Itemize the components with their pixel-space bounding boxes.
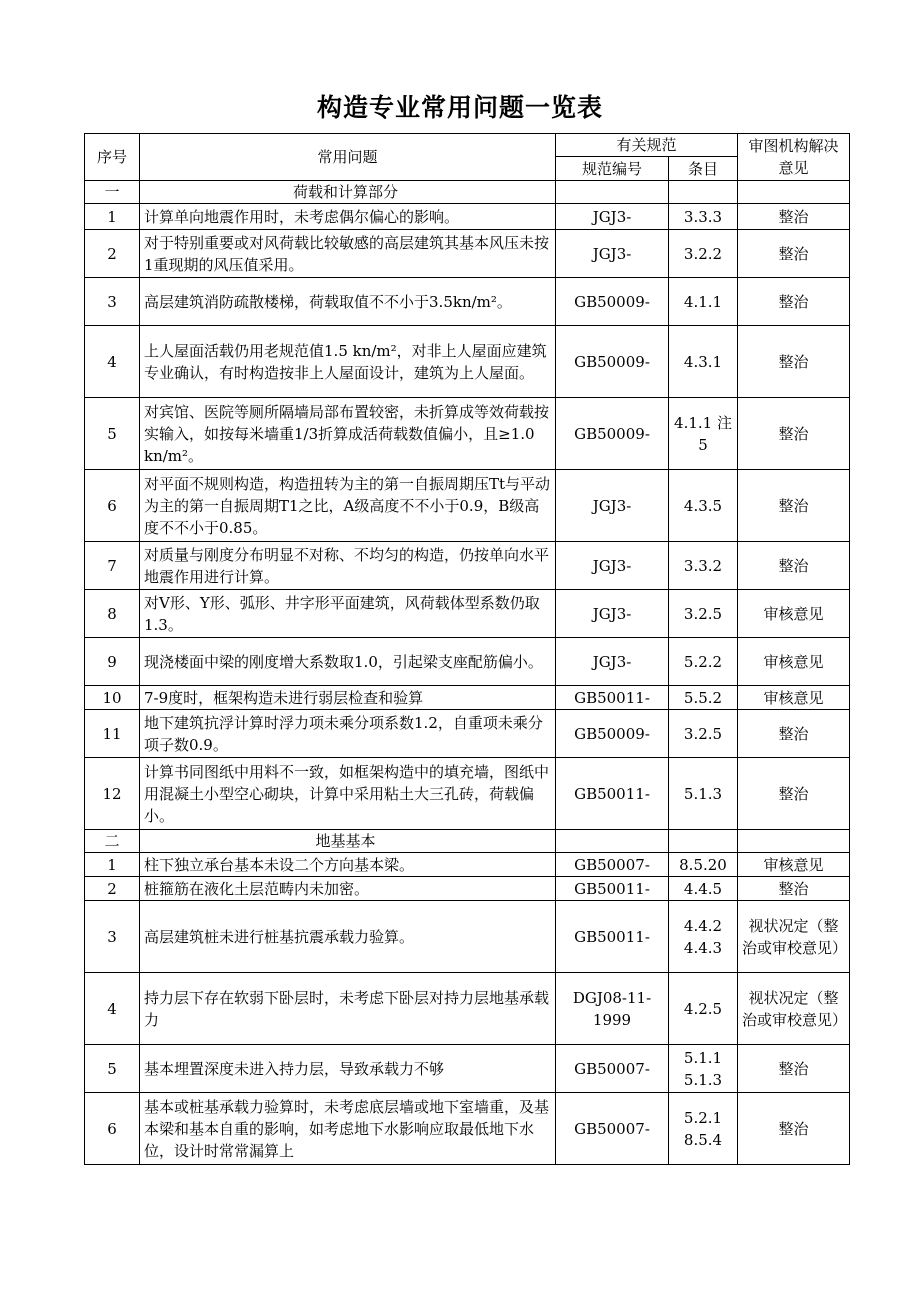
- row-opinion: 整治: [738, 470, 850, 542]
- row-spec-no: JGJ3-: [556, 204, 669, 230]
- row-seq: 5: [85, 1045, 140, 1093]
- row-clause: 5.1.3: [669, 758, 738, 830]
- row-seq: 3: [85, 278, 140, 326]
- table-body: [85, 181, 850, 1165]
- row-clause: 5.2.1 8.5.4: [669, 1093, 738, 1165]
- section-empty-cell: [669, 830, 738, 853]
- row-issue: 桩箍筋在液化土层范畴内未加密。: [140, 877, 556, 901]
- row-issue: 对V形、Y形、弧形、井字形平面建筑，风荷载体型系数仍取1.3。: [140, 590, 556, 638]
- row-spec-no: JGJ3-: [556, 470, 669, 542]
- row-opinion: 视状况定（整治或审校意见）: [738, 973, 850, 1045]
- row-issue: 对质量与刚度分布明显不对称、不均匀的构造，仍按单向水平地震作用进行计算。: [140, 542, 556, 590]
- row-spec-no: GB50007-: [556, 853, 669, 877]
- row-issue: 高层建筑消防疏散楼梯，荷载取值不不小于3.5kn/m²。: [140, 278, 556, 326]
- row-issue: 高层建筑桩未进行桩基抗震承载力验算。: [140, 901, 556, 973]
- table-row: [85, 710, 850, 758]
- row-seq: 4: [85, 326, 140, 398]
- header-opinion: 审图机构解决意见: [738, 134, 850, 181]
- row-seq: 5: [85, 398, 140, 470]
- row-issue: 持力层下存在软弱下卧层时，未考虑下卧层对持力层地基承载力: [140, 973, 556, 1045]
- row-clause: 8.5.20: [669, 853, 738, 877]
- row-issue: 现浇楼面中梁的刚度增大系数取1.0，引起梁支座配筋偏小。: [140, 638, 556, 686]
- row-clause: 5.1.1 5.1.3: [669, 1045, 738, 1093]
- table-row: [85, 278, 850, 326]
- row-spec-no: GB50009-: [556, 710, 669, 758]
- section-empty-cell: [738, 830, 850, 853]
- row-spec-no: DGJ08-11-1999: [556, 973, 669, 1045]
- row-opinion: 审核意见: [738, 853, 850, 877]
- row-opinion: 整治: [738, 398, 850, 470]
- section-empty-cell: [556, 830, 669, 853]
- row-seq: 7: [85, 542, 140, 590]
- row-seq: 1: [85, 853, 140, 877]
- issues-table: [84, 133, 850, 1165]
- row-issue: 对宾馆、医院等厕所隔墙局部布置较密，未折算成等效荷载按实输入，如按每米墙重1/3折算成活荷载数值偏小，且≥1.0 kn/m²。: [140, 398, 556, 470]
- row-seq: 9: [85, 638, 140, 686]
- table-row: [85, 758, 850, 830]
- row-seq: 6: [85, 470, 140, 542]
- row-opinion: 整治: [738, 1045, 850, 1093]
- row-seq: 12: [85, 758, 140, 830]
- row-opinion: 整治: [738, 877, 850, 901]
- row-clause: 4.3.1: [669, 326, 738, 398]
- table-row: [85, 853, 850, 877]
- row-spec-no: GB50007-: [556, 1093, 669, 1165]
- row-clause: 3.3.2: [669, 542, 738, 590]
- row-spec-no: JGJ3-: [556, 638, 669, 686]
- section-empty-cell: [738, 181, 850, 204]
- row-issue: 计算书同图纸中用料不一致，如框架构造中的填充墙，图纸中用混凝土小型空心砌块，计算中采用粘土大三孔砖，荷载偏小。: [140, 758, 556, 830]
- row-issue: 基本或桩基承载力验算时，未考虑底层墙或地下室墙重，及基本梁和基本自重的影响，如考虑地下水影响应取最低地下水位，设计时常常漏算上: [140, 1093, 556, 1165]
- page-title: 构造专业常用问题一览表: [316, 93, 603, 122]
- row-spec-no: GB50009-: [556, 326, 669, 398]
- row-spec-no: GB50007-: [556, 1045, 669, 1093]
- row-issue: 上人屋面活载仍用老规范值1.5 kn/m²，对非上人屋面应建筑专业确认，有时构造按非上人屋面设计，建筑为上人屋面。: [140, 326, 556, 398]
- row-issue: 柱下独立承台基本未设二个方向基本梁。: [140, 853, 556, 877]
- row-spec-no: GB50011-: [556, 901, 669, 973]
- section-seq: 二: [85, 830, 140, 853]
- row-opinion: 整治: [738, 326, 850, 398]
- table-row: [85, 638, 850, 686]
- row-issue: 7-9度时，框架构造未进行弱层检查和验算: [140, 686, 556, 710]
- table-row: [85, 877, 850, 901]
- row-clause: 3.2.5: [669, 710, 738, 758]
- table-row: [85, 901, 850, 973]
- row-spec-no: JGJ3-: [556, 230, 669, 278]
- row-seq: 1: [85, 204, 140, 230]
- row-seq: 4: [85, 973, 140, 1045]
- header-seq: 序号: [85, 134, 140, 181]
- row-seq: 8: [85, 590, 140, 638]
- section-title: 荷载和计算部分: [140, 181, 556, 204]
- row-clause: 4.4.5: [669, 877, 738, 901]
- row-seq: 11: [85, 710, 140, 758]
- row-clause: 3.2.2: [669, 230, 738, 278]
- section-title: 地基基本: [140, 830, 556, 853]
- section-empty-cell: [669, 181, 738, 204]
- row-clause: 3.3.3: [669, 204, 738, 230]
- row-opinion: 视状况定（整治或审校意见）: [738, 901, 850, 973]
- table-row: [85, 590, 850, 638]
- row-spec-no: GB50011-: [556, 758, 669, 830]
- row-opinion: 整治: [738, 278, 850, 326]
- row-clause: 5.2.2: [669, 638, 738, 686]
- table-row: [85, 204, 850, 230]
- table-row: [85, 230, 850, 278]
- table-row: [85, 1045, 850, 1093]
- row-spec-no: JGJ3-: [556, 590, 669, 638]
- section-row: [85, 830, 850, 853]
- row-clause: 5.5.2: [669, 686, 738, 710]
- row-opinion: 整治: [738, 758, 850, 830]
- row-spec-no: GB50009-: [556, 398, 669, 470]
- row-clause: 4.1.1: [669, 278, 738, 326]
- table-row: [85, 973, 850, 1045]
- row-opinion: 整治: [738, 230, 850, 278]
- row-issue: 对平面不规则构造，构造扭转为主的第一自振周期压Tt与平动为主的第一自振周期T1之比，A级高度不不小于0.9，B级高度不不小于0.85。: [140, 470, 556, 542]
- section-seq: 一: [85, 181, 140, 204]
- row-clause: 4.4.2 4.4.3: [669, 901, 738, 973]
- row-clause: 4.2.5: [669, 973, 738, 1045]
- row-seq: 6: [85, 1093, 140, 1165]
- table-row: [85, 326, 850, 398]
- table-row: [85, 1093, 850, 1165]
- row-opinion: 整治: [738, 204, 850, 230]
- table-row: [85, 686, 850, 710]
- row-issue: 计算单向地震作用时，未考虑偶尔偏心的影响。: [140, 204, 556, 230]
- row-opinion: 审核意见: [738, 638, 850, 686]
- section-empty-cell: [556, 181, 669, 204]
- row-spec-no: GB50011-: [556, 877, 669, 901]
- table-row: [85, 542, 850, 590]
- row-seq: 3: [85, 901, 140, 973]
- table-row: [85, 470, 850, 542]
- row-clause: 3.2.5: [669, 590, 738, 638]
- row-spec-no: GB50011-: [556, 686, 669, 710]
- row-seq: 2: [85, 230, 140, 278]
- row-spec-no: GB50009-: [556, 278, 669, 326]
- row-spec-no: JGJ3-: [556, 542, 669, 590]
- header-spec-group: 有关规范: [556, 134, 738, 157]
- row-opinion: 整治: [738, 542, 850, 590]
- row-opinion: 整治: [738, 710, 850, 758]
- row-opinion: 审核意见: [738, 686, 850, 710]
- table-row: [85, 398, 850, 470]
- row-issue: 对于特别重要或对风荷载比较敏感的高层建筑其基本风压未按1重现期的风压值采用。: [140, 230, 556, 278]
- row-seq: 10: [85, 686, 140, 710]
- row-clause: 4.1.1 注5: [669, 398, 738, 470]
- row-issue: 地下建筑抗浮计算时浮力项未乘分项系数1.2，自重项未乘分项子数0.9。: [140, 710, 556, 758]
- section-row: [85, 181, 850, 204]
- header-issue: 常用问题: [140, 134, 556, 181]
- row-opinion: 审核意见: [738, 590, 850, 638]
- row-issue: 基本埋置深度未进入持力层，导致承载力不够: [140, 1045, 556, 1093]
- row-opinion: 整治: [738, 1093, 850, 1165]
- row-seq: 2: [85, 877, 140, 901]
- row-clause: 4.3.5: [669, 470, 738, 542]
- header-clause: 条目: [669, 157, 738, 181]
- header-spec-no: 规范编号: [556, 157, 669, 181]
